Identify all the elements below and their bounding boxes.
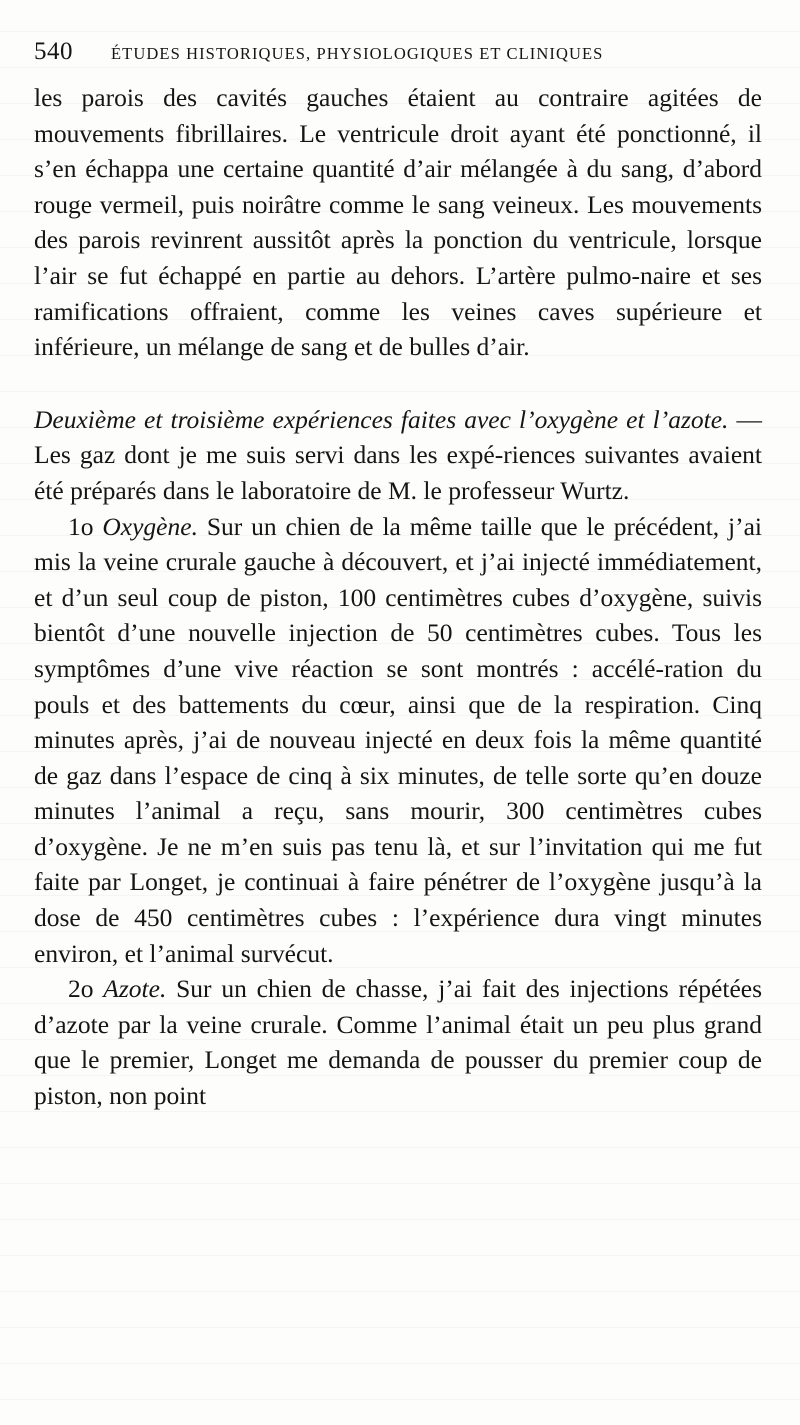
paragraph-label: Azote. [103, 974, 167, 1004]
section-title: Deuxième et troisième expériences faites avec l’oxygène et l’azote. [34, 404, 729, 434]
running-header [34, 38, 762, 80]
page-number: 540 [34, 38, 73, 65]
running-title: ÉTUDES HISTORIQUES, PHYSIOLOGIQUES ET CLINIQUES [111, 44, 604, 63]
paragraph-text: Sur un chien de chasse, j’ai fait des injections répétées d’azote par la veine crurale. Comme l’animal était un peu plus grand que le premier, Longet me demanda de pousser du premier coup de piston, non point [34, 974, 763, 1111]
paragraph-number: 1o [68, 511, 94, 541]
paragraph-continuation: les parois des cavités gauches étaient au contraire agitées de mouvements fibrillaires. Le ventricule droit ayant été ponctionné, il s’en échappa une certaine quantité d’air mélangée à du sang, d’abord rouge vermeil, puis noirâtre comme le sang veineux. Les mouvements des parois revinrent aussitôt après la ponction du ventricule, lorsque l’air se fut échappé en partie au dehors. L’artère pulmo-naire et ses ramifications offraient, comme les veines caves supérieure et inférieure, un mélange de sang et de bulles d’air. [34, 83, 762, 362]
paragraph-azote [34, 971, 762, 1113]
paragraph-oxygen [34, 509, 762, 972]
section-intro-text: — Les gaz dont je me suis servi dans les expé-riences suivantes avaient été préparés dans le laboratoire de M. le professeur Wurtz. [34, 404, 763, 505]
paragraph-label: Oxygène. [102, 511, 198, 541]
body-text [34, 80, 762, 1114]
paragraph-number: 2o [68, 974, 94, 1004]
paragraph-section-intro [34, 402, 762, 509]
paragraph-text: Sur un chien de la même taille que le précédent, j’ai mis la veine crurale gauche à découvert, et j’ai injecté immédiatement, et d’un seul coup de piston, 100 centimètres cubes d’oxygène, suivis bientôt d’une nouvelle injection de 50 centimètres cubes. Tous les symptômes d’une vive réaction se sont montrés : accélé-ration du pouls et des battements du cœur, ainsi que de la respiration. Cinq minutes après, j’ai de nouveau injecté en deux fois la même quantité de gaz dans l’espace de cinq à six minutes, de telle sorte qu’en douze minutes l’animal a reçu, sans mourir, 300 centimètres cubes d’oxygène. Je ne m’en suis pas tenu là, et sur l’invitation qui me fut faite par Longet, je continuai à faire pénétrer de l’oxygène jusqu’à la dose de 450 centimètres cubes : l’expérience dura vingt minutes environ, et l’animal survécut. [34, 511, 763, 968]
